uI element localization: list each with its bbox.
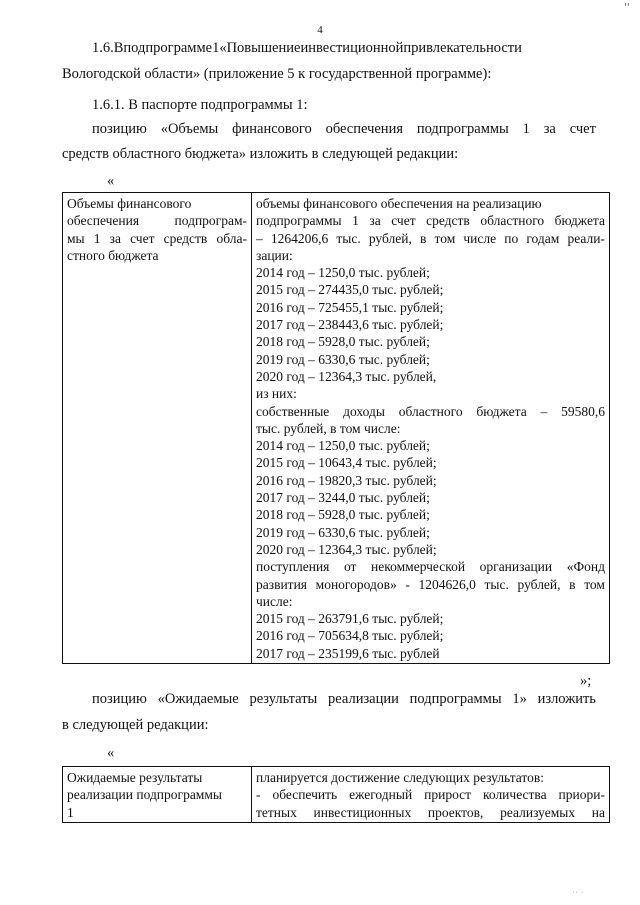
- cell-text-line: тыс. рублей, в том числе:: [256, 420, 401, 436]
- cell-text-line: 2016 год – 19820,3 тыс. рублей;: [256, 472, 437, 488]
- position2-intro-text1: позицию «Ожидаемые результаты реализации подпрограммы 1» изложить: [92, 691, 596, 707]
- para-1-6-line1: [92, 39, 596, 57]
- cell-text-line: собственные доходы областного бюджета – 59580,6: [256, 403, 605, 419]
- para-1-6-text1: 1.6. В подпрограмме 1 «Повышение инвестиционной привлекательности: [92, 40, 522, 56]
- cell-text-line: 2020 год – 12364,3 тыс. рублей,: [256, 368, 437, 384]
- position2-intro-line2: в следующей редакции:: [62, 717, 209, 733]
- results-value-lines: [256, 769, 605, 821]
- scan-mark-bottom: ·· ·: [572, 890, 584, 896]
- cell-text-line: – 1264206,6 тыс. рублей, в том числе по годам реали-: [256, 230, 605, 246]
- cell-text-line: 2018 год – 5928,0 тыс. рублей;: [256, 507, 430, 523]
- cell-text-line: 2016 год – 705634,8 тыс. рублей;: [256, 628, 444, 644]
- results-table-row: [63, 767, 610, 823]
- results-table-value-cell: [252, 767, 610, 823]
- cell-text-line: тетных инвестиционных проектов, реализуемых на: [256, 804, 605, 820]
- para-1-6-1: 1.6.1. В паспорте подпрограммы 1:: [92, 97, 308, 113]
- cell-text-line: 2017 год – 235199,6 тыс. рублей: [256, 645, 440, 661]
- cell-text-line: числе:: [256, 593, 293, 609]
- open-quote-2: «: [107, 745, 115, 761]
- results-table: [62, 766, 610, 823]
- cell-text-line: 2017 год – 3244,0 тыс. рублей;: [256, 490, 430, 506]
- cell-text-line: - обеспечить ежегодный прирост количества приори-: [256, 787, 605, 803]
- results-label-lines: [67, 769, 247, 821]
- scan-mark-top: ᵻᵻ: [624, 2, 630, 8]
- cell-text-line: зации:: [256, 247, 293, 263]
- cell-text-line: подпрограммы 1 за счет средств областного бюджета: [256, 213, 605, 229]
- cell-text-line: 2014 год – 1250,0 тыс. рублей;: [256, 438, 430, 454]
- position2-intro-line1: [92, 690, 596, 708]
- cell-text-line: 2019 год – 6330,6 тыс. рублей;: [256, 351, 430, 367]
- position1-intro-line2: средств областного бюджета» изложить в следующей редакции:: [62, 146, 459, 162]
- cell-text-line: 2014 год – 1250,0 тыс. рублей;: [256, 265, 430, 281]
- cell-text-line: 2017 год – 238443,6 тыс. рублей;: [256, 317, 444, 333]
- results-table-label-cell: [63, 767, 252, 823]
- open-quote-1: «: [107, 173, 115, 189]
- cell-text-line: 2015 год – 274435,0 тыс. рублей;: [256, 282, 444, 298]
- cell-text-line: поступления от некоммерческой организации «Фонд: [256, 559, 605, 575]
- cell-text-line: из них:: [256, 386, 297, 402]
- cell-text-line: мы 1 за счет средств обла-: [67, 230, 247, 246]
- cell-text-line: обеспечения подпрограм-: [67, 213, 247, 229]
- financing-label-lines: [67, 195, 247, 264]
- financing-value-lines: [256, 195, 605, 662]
- cell-text-line: Объемы финансового: [67, 196, 192, 211]
- cell-text-line: стного бюджета: [67, 247, 159, 263]
- cell-text-line: 2016 год – 725455,1 тыс. рублей;: [256, 299, 444, 315]
- financing-table-label-cell: [63, 193, 252, 664]
- position1-intro-text1: позицию «Объемы финансового обеспечения подпрограммы 1 за счет: [92, 121, 596, 137]
- cell-text-line: 2015 год – 10643,4 тыс. рублей;: [256, 455, 437, 471]
- cell-text-line: 2020 год – 12364,3 тыс. рублей;: [256, 541, 437, 557]
- cell-text-line: 1: [67, 804, 74, 820]
- cell-text-line: реализации подпрограммы: [67, 787, 222, 803]
- position1-intro-line1: [92, 120, 596, 138]
- para-1-6-line2: Вологодской области» (приложение 5 к государственной программе):: [62, 66, 492, 82]
- financing-table: [62, 192, 610, 664]
- financing-table-row: [63, 193, 610, 664]
- cell-text-line: планируется достижение следующих результатов:: [256, 770, 544, 785]
- cell-text-line: 2015 год – 263791,6 тыс. рублей;: [256, 611, 444, 627]
- financing-table-value-cell: [252, 193, 610, 664]
- cell-text-line: 2018 год – 5928,0 тыс. рублей;: [256, 334, 430, 350]
- cell-text-line: объемы финансового обеспечения на реализацию: [256, 196, 542, 211]
- page-number: 4: [317, 24, 323, 36]
- cell-text-line: развития моногородов» - 1204626,0 тыс. рублей, в том: [256, 576, 605, 592]
- cell-text-line: Ожидаемые результаты: [67, 770, 203, 785]
- cell-text-line: 2019 год – 6330,6 тыс. рублей;: [256, 524, 430, 540]
- close-quote-1: »;: [580, 673, 592, 689]
